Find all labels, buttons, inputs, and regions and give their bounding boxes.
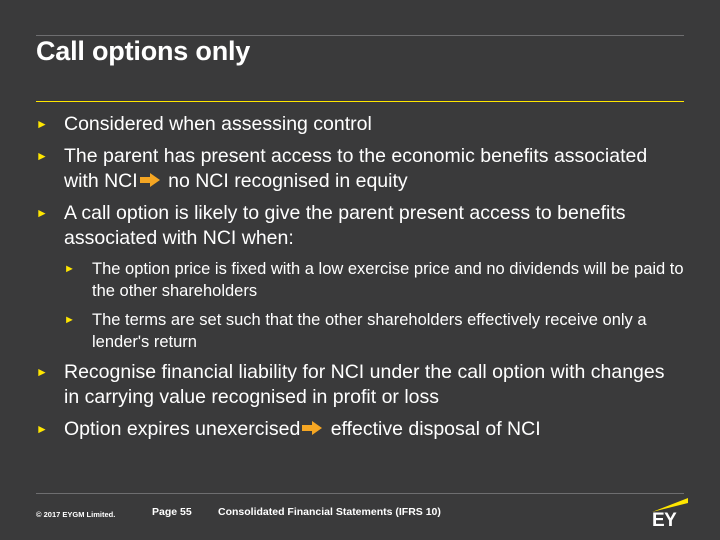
sub-bullet-text: The option price is fixed with a low exercise price and no dividends will be paid to the other shareholders [92,260,684,300]
page-number: Page 55 [152,506,192,518]
sub-bullet-text: The terms are set such that the other shareholders effectively receive only a lender's return [92,311,647,351]
bullet-text-after-arrow: no NCI recognised in equity [162,170,408,192]
bullet-list [36,112,684,449]
triangle-bullet-icon: ► [36,206,48,220]
bullet-text-after-arrow: effective disposal of NCI [325,418,541,440]
bullet-item [36,417,684,442]
triangle-bullet-icon: ► [36,365,48,379]
sub-bullet-item [64,258,684,302]
bullet-text: Recognise financial liability for NCI under the call option with changes in carrying value recognised in profit or loss [64,361,665,408]
triangle-bullet-icon: ► [36,149,48,163]
slide-title: Call options only [36,36,251,66]
bullet-text: The parent has present access to the economic benefits associated with NCI [64,145,648,192]
triangle-bullet-icon: ► [64,263,75,275]
sub-bullet-item [64,309,684,353]
bullet-item [36,360,684,410]
triangle-bullet-icon: ► [36,422,48,436]
bullet-item [36,112,684,137]
bullet-item [36,201,684,251]
triangle-bullet-icon: ► [64,314,75,326]
footer-divider [36,493,684,494]
copyright-text: © 2017 EYGM Limited. [36,510,116,519]
right-arrow-icon [140,173,160,187]
title-underline [36,101,684,102]
triangle-bullet-icon: ► [36,117,48,131]
document-title: Consolidated Financial Statements (IFRS 10) [218,506,441,518]
ey-logo-text: EY [652,510,677,531]
bullet-text: A call option is likely to give the parent present access to benefits associated with NCI when: [64,202,626,249]
bullet-text: Considered when assessing control [64,113,372,135]
bullet-text: Option expires unexercised [64,418,301,440]
bullet-item [36,144,684,194]
right-arrow-icon [302,421,322,435]
